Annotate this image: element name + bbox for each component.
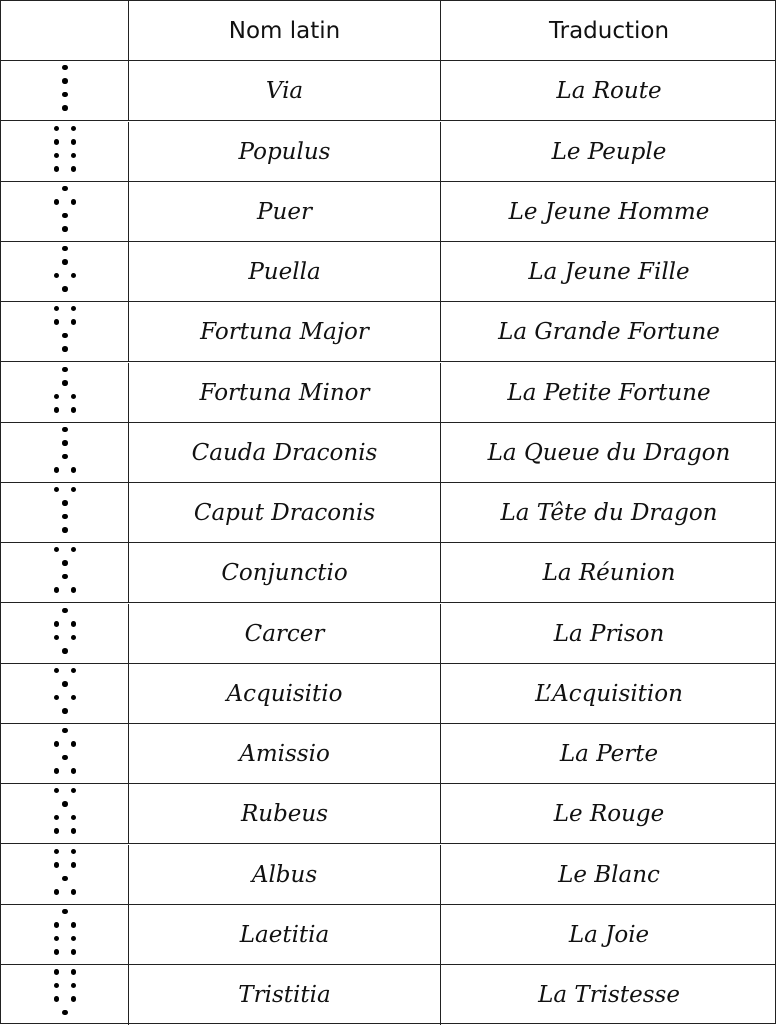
translation: Le Jeune Homme — [508, 198, 710, 225]
geomantic-figure-icon — [45, 124, 85, 180]
figure-dot — [71, 849, 77, 855]
table-row — [1, 242, 775, 302]
figure-dot — [54, 695, 60, 701]
figure-dot — [62, 440, 68, 446]
latin-name: Puer — [129, 182, 441, 241]
figure-dot — [62, 454, 68, 460]
geomantic-figure-icon — [45, 606, 85, 662]
figure-dot — [62, 708, 68, 714]
figure-dot — [62, 1010, 68, 1016]
figure-dot — [71, 407, 77, 413]
table-row — [1, 61, 775, 121]
figure-dot — [54, 849, 60, 855]
figure-dot — [54, 487, 60, 493]
table-row — [1, 784, 775, 844]
latin-name: Amissio — [129, 724, 441, 783]
translation: La Prison — [553, 620, 665, 647]
figure-cell — [1, 905, 129, 964]
latin-name: Acquisitio — [129, 664, 441, 723]
geomantic-figure-icon — [45, 545, 85, 601]
table-row — [1, 543, 775, 603]
figure-dot — [54, 467, 60, 473]
figure-dot — [54, 166, 60, 172]
figure-dot — [71, 983, 77, 989]
latin-name: Laetitia — [129, 905, 441, 964]
figure-dot — [62, 801, 68, 807]
figure-dot — [71, 467, 77, 473]
figure-dot — [71, 996, 77, 1002]
figure-cell — [1, 302, 129, 361]
figure-dot — [54, 996, 60, 1002]
figure-dot — [54, 668, 60, 674]
figure-dot — [62, 909, 68, 915]
figure-dot — [62, 427, 68, 433]
figure-cell — [1, 423, 129, 482]
figure-dot — [62, 286, 68, 292]
table-row — [1, 363, 775, 423]
figure-dot — [62, 333, 68, 339]
table-row — [1, 483, 775, 543]
figure-dot — [62, 367, 68, 373]
table-row — [1, 122, 775, 182]
geomantic-figure-icon — [45, 907, 85, 963]
table-row — [1, 905, 775, 965]
figure-dot — [54, 635, 60, 641]
figure-dot — [62, 186, 68, 192]
latin-name: Tristitia — [129, 965, 441, 1025]
latin-name: Caput Draconis — [129, 483, 441, 542]
figure-dot — [71, 487, 77, 493]
figure-dot — [54, 741, 60, 747]
figure-cell — [1, 604, 129, 663]
table-row — [1, 724, 775, 784]
figure-dot — [62, 681, 68, 687]
translation: La Grande Fortune — [498, 318, 720, 345]
header-translation: Traduction — [548, 17, 670, 44]
figure-dot — [62, 755, 68, 761]
figure-dot — [71, 862, 77, 868]
figure-dot — [54, 306, 60, 312]
geomantic-figure-icon — [45, 425, 85, 481]
figure-dot — [71, 126, 77, 132]
figure-cell — [1, 724, 129, 783]
table-row — [1, 182, 775, 242]
figure-dot — [62, 92, 68, 98]
figure-dot — [62, 574, 68, 580]
figure-dot — [54, 587, 60, 593]
figure-dot — [54, 788, 60, 794]
figure-dot — [62, 608, 68, 614]
translation: La Tristesse — [538, 982, 680, 1008]
figure-dot — [62, 213, 68, 219]
geomantic-figure-icon — [45, 184, 85, 240]
figure-dot — [71, 547, 77, 553]
figure-dot — [54, 126, 60, 132]
figure-cell — [1, 543, 129, 602]
figure-dot — [71, 788, 77, 794]
figure-cell — [1, 182, 129, 241]
figure-cell — [1, 61, 129, 120]
figure-dot — [71, 153, 77, 159]
figure-dot — [62, 246, 68, 252]
figure-cell — [1, 483, 129, 542]
figure-dot — [62, 648, 68, 654]
figure-dot — [54, 922, 60, 928]
figure-dot — [54, 153, 60, 159]
figure-dot — [54, 862, 60, 868]
figure-dot — [62, 500, 68, 506]
figure-dot — [62, 78, 68, 84]
figure-dot — [62, 527, 68, 533]
latin-name: Rubeus — [129, 784, 441, 843]
figure-dot — [54, 936, 60, 942]
figure-dot — [62, 560, 68, 566]
figure-dot — [62, 346, 68, 352]
figure-dot — [54, 273, 60, 279]
table-row — [1, 664, 775, 724]
latin-name: Fortuna Minor — [129, 363, 441, 422]
figure-dot — [71, 199, 77, 205]
latin-name: Cauda Draconis — [129, 423, 441, 482]
figure-dot — [71, 587, 77, 593]
figure-cell — [1, 363, 129, 422]
figure-dot — [54, 319, 60, 325]
figure-dot — [71, 922, 77, 928]
figure-dot — [54, 199, 60, 205]
table-row — [1, 423, 775, 483]
figure-dot — [71, 828, 77, 834]
figure-dot — [54, 889, 60, 895]
geomantic-figure-icon — [45, 967, 85, 1023]
latin-name: Albus — [129, 845, 441, 904]
figure-dot — [71, 635, 77, 641]
latin-name: Carcer — [129, 604, 441, 663]
figure-dot — [71, 889, 77, 895]
figure-dot — [62, 105, 68, 111]
translation: La Joie — [568, 921, 650, 948]
figure-dot — [71, 166, 77, 172]
figure-dot — [62, 259, 68, 265]
figure-dot — [62, 514, 68, 520]
figure-dot — [54, 547, 60, 553]
figure-dot — [54, 828, 60, 834]
latin-name: Via — [129, 61, 441, 120]
figure-dot — [71, 768, 77, 774]
geomantic-figure-icon — [45, 726, 85, 782]
figure-cell — [1, 845, 129, 904]
figure-dot — [71, 319, 77, 325]
figure-dot — [71, 815, 77, 821]
figure-dot — [54, 815, 60, 821]
figure-dot — [71, 668, 77, 674]
latin-name: Puella — [129, 242, 441, 301]
translation: La Queue du Dragon — [487, 439, 731, 466]
figure-dot — [62, 728, 68, 734]
figure-cell — [1, 664, 129, 723]
translation: Le Blanc — [558, 861, 660, 888]
figure-cell — [1, 122, 129, 181]
translation: La Perte — [559, 740, 659, 767]
figure-dot — [71, 936, 77, 942]
figure-dot — [71, 306, 77, 312]
geomantic-figure-icon — [45, 485, 85, 541]
table-row — [1, 604, 775, 664]
figure-dot — [54, 407, 60, 413]
translation: La Petite Fortune — [507, 379, 711, 406]
figure-dot — [71, 695, 77, 701]
figure-dot — [54, 768, 60, 774]
figure-dot — [71, 741, 77, 747]
figure-dot — [71, 949, 77, 955]
figure-dot — [71, 394, 77, 400]
geomantic-figure-icon — [45, 304, 85, 360]
figure-dot — [62, 226, 68, 232]
figure-cell — [1, 784, 129, 843]
figure-dot — [71, 621, 77, 627]
figure-dot — [62, 876, 68, 882]
table-row — [1, 845, 775, 905]
table-row — [1, 302, 775, 362]
translation: L’Acquisition — [535, 680, 683, 707]
latin-name: Populus — [129, 122, 441, 181]
figure-cell — [1, 242, 129, 301]
translation: La Jeune Fille — [528, 258, 690, 285]
figure-dot — [71, 139, 77, 145]
figure-dot — [62, 65, 68, 71]
header-latin-name: Nom latin — [129, 1, 441, 60]
figure-dot — [71, 969, 77, 975]
geomantic-figure-icon — [45, 786, 85, 842]
latin-name: Fortuna Major — [129, 302, 441, 361]
translation: La Tête du Dragon — [500, 499, 718, 526]
geomantic-figure-icon — [45, 244, 85, 300]
figure-dot — [54, 969, 60, 975]
figure-dot — [54, 949, 60, 955]
header-figure-cell — [1, 1, 129, 60]
figure-dot — [54, 139, 60, 145]
table-header-row — [1, 1, 775, 61]
translation: La Route — [556, 77, 662, 104]
figure-dot — [62, 380, 68, 386]
geomantic-figure-icon — [45, 63, 85, 119]
translation: Le Peuple — [551, 138, 667, 165]
latin-name: Conjunctio — [129, 543, 441, 602]
geomantic-figure-icon — [45, 666, 85, 722]
table-row — [1, 965, 775, 1025]
figure-dot — [71, 273, 77, 279]
figure-dot — [54, 621, 60, 627]
translation: Le Rouge — [553, 800, 665, 827]
figure-dot — [54, 983, 60, 989]
geomantic-figure-icon — [45, 365, 85, 421]
translation: La Réunion — [542, 559, 676, 586]
geomantic-figure-icon — [45, 847, 85, 903]
figure-dot — [54, 394, 60, 400]
figure-cell — [1, 965, 129, 1025]
